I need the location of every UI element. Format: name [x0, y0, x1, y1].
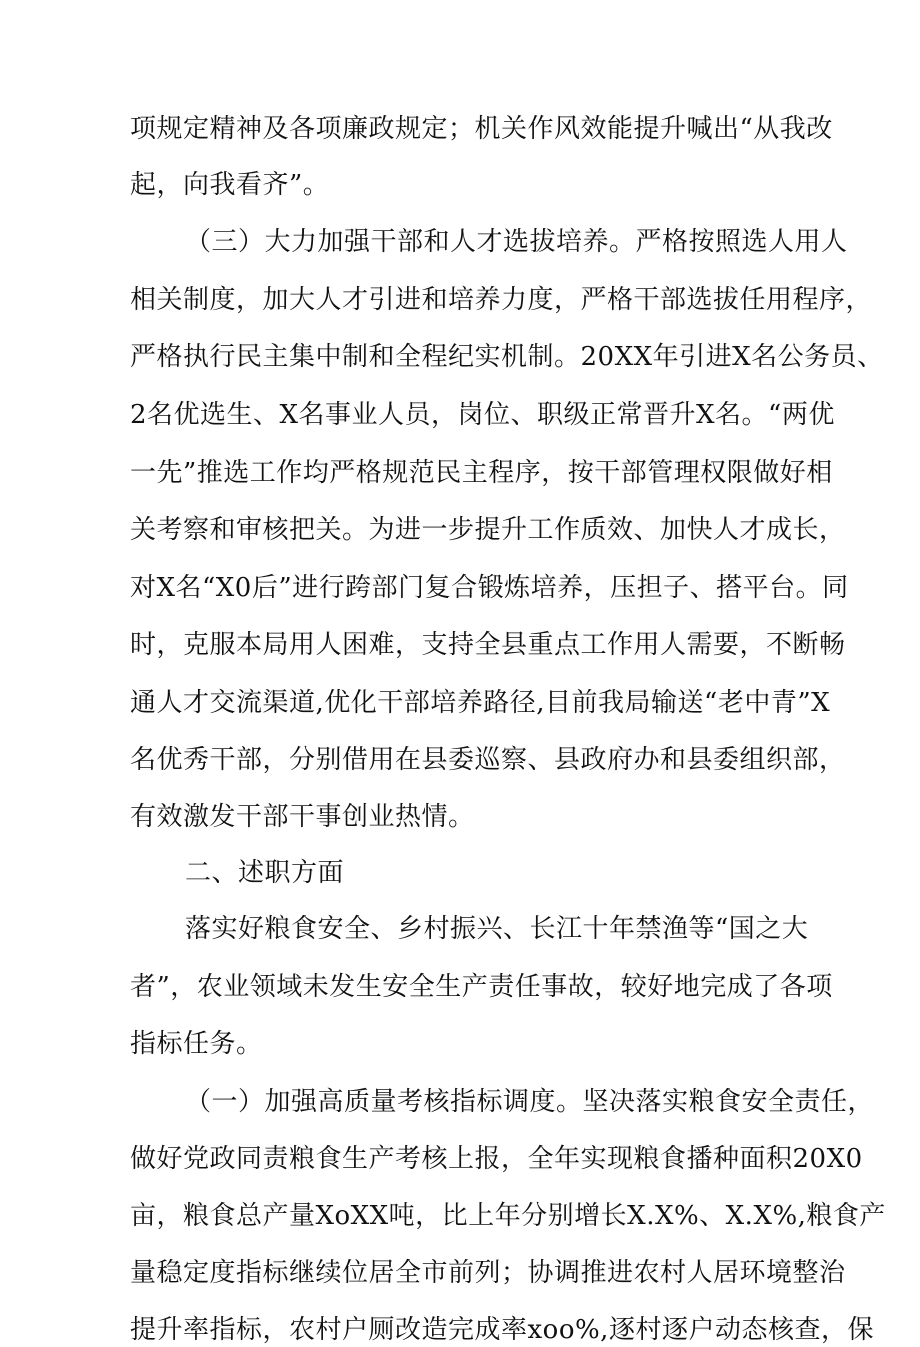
section-heading-1: （一）加强高质量考核指标调度。坚决落实粮食安全责任， [185, 1087, 875, 1117]
text-line: 落实好粮食安全、乡村振兴、长江十年禁渔等“国之大 [185, 914, 809, 944]
text-line: 亩，粮食总产量XoXX吨，比上年分别增长X.X%、X.X%,粮食产 [130, 1201, 886, 1231]
text-line: 名优秀干部，分别借用在县委巡察、县政府办和县委组织部， [130, 745, 846, 775]
text-line: 提升率指标，农村户厕改造完成率xoo%,逐村逐户动态核查，保 [130, 1315, 874, 1345]
text-line: 2名优选生、X名事业人员，岗位、职级正常晋升X名。“两优 [130, 400, 835, 430]
text-line: 相关制度，加大人才引进和培养力度，严格干部选拔任用程序， [130, 285, 873, 315]
text-line: 严格执行民主集中制和全程纪实机制。20XX年引进X名公务员、 [130, 342, 884, 372]
text-line: 关考察和审核把关。为进一步提升工作质效、加快人才成长， [130, 515, 846, 545]
text-line: 量稳定度指标继续位居全市前列；协调推进农村人居环境整治 [130, 1258, 846, 1288]
text-line: 指标任务。 [130, 1029, 263, 1059]
section-heading-2: 二、述职方面 [185, 858, 345, 888]
text-line: 一先”推选工作均严格规范民主程序，按干部管理权限做好相 [130, 458, 833, 488]
text-line: 做好党政同责粮食生产考核上报，全年实现粮食播种面积20X0 [130, 1144, 863, 1174]
text-line: 起，向我看齐”。 [130, 170, 330, 200]
text-line: 项规定精神及各项廉政规定；机关作风效能提升喊出“从我改 [130, 114, 833, 144]
text-line: 有效激发干部干事创业热情。 [130, 802, 475, 832]
text-line: 对X名“X0后”进行跨部门复合锻炼培养，压担子、搭平台。同 [130, 573, 849, 603]
text-line: 者”，农业领域未发生安全生产责任事故，较好地完成了各项 [130, 972, 833, 1002]
section-heading-3: （三）大力加强干部和人才选拔培养。严格按照选人用人 [185, 227, 848, 257]
text-line: 时，克服本局用人困难，支持全县重点工作用人需要，不断畅 [130, 630, 846, 660]
text-line: 通人才交流渠道,优化干部培养路径,目前我局输送“老中青”X [130, 688, 831, 718]
